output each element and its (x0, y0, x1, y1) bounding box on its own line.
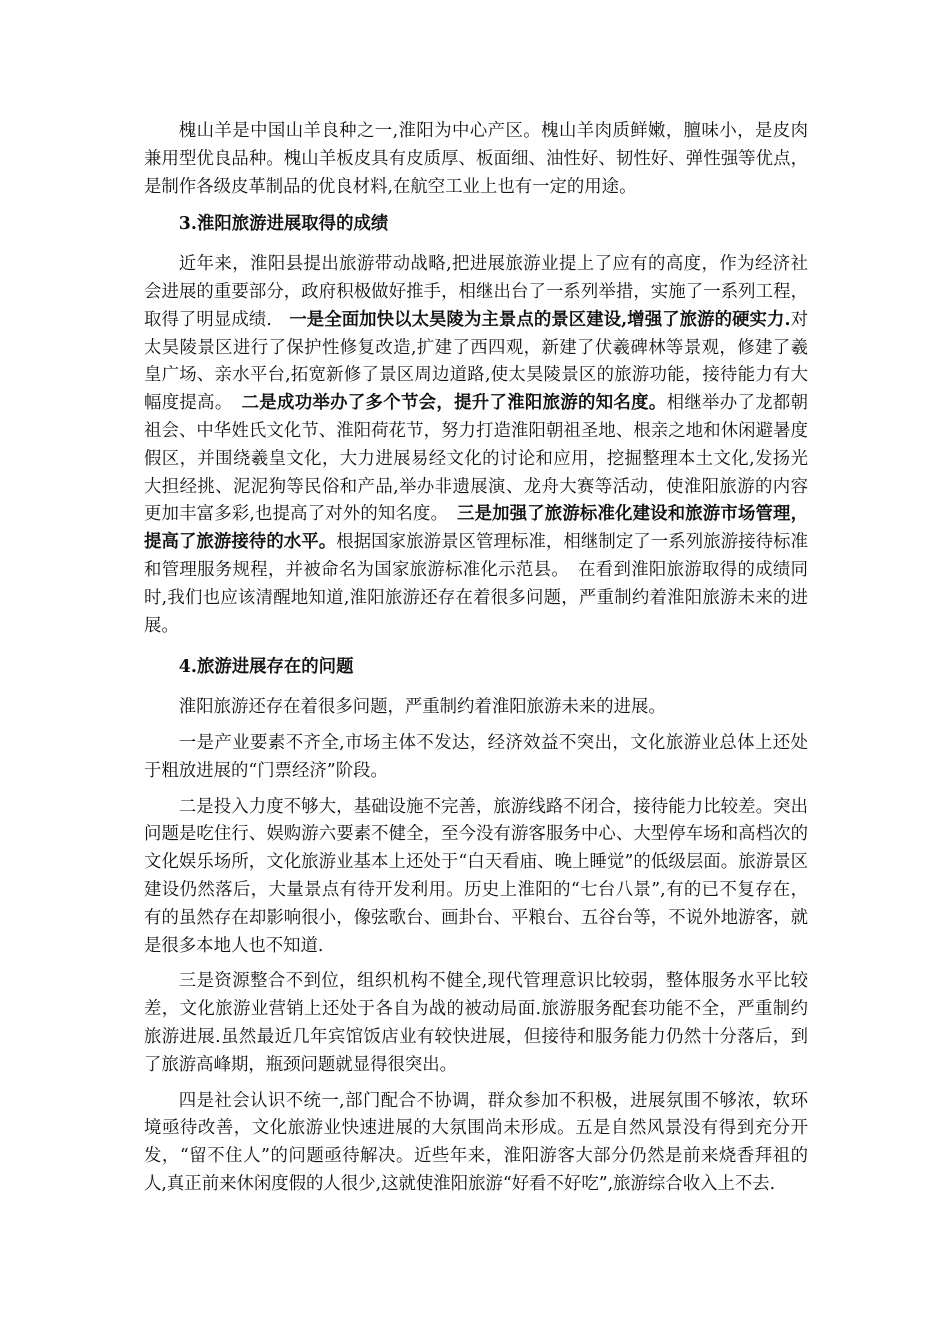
paragraph-huaishan-goat: 槐山羊是中国山羊良种之一,淮阳为中心产区。槐山羊肉质鲜嫩，膻味小，是皮肉兼用型优良品种。槐山羊板皮具有皮质厚、板面细、油性好、韧性好、弹性强等优点，是制作各级皮革制品的优良材料,在航空工业上也有一定的用途。 (144, 121, 808, 197)
bold-point-one: 一是全面加快以太昊陵为主景点的景区建设,增强了旅游的硬实力. (289, 309, 791, 330)
text-run: 相继举办了龙都朝祖会、中华姓氏文化节、淮阳荷花节，努力打造淮阳朝祖圣地、根亲之地和休闲避暑度假区，并围绕羲皇文化，大力进展易经文化的讨论和应用，挖掘整理本土文化,发扬光大担经挑、泥泥狗等民俗和产品,举办非遗展演、龙舟大赛等活动，使淮阳旅游的内容更加丰富多彩,也提高了对外的知名度。 (144, 393, 808, 525)
bold-point-two: 二是成功举办了多个节会，提升了淮阳旅游的知名度。 (241, 393, 667, 414)
paragraph-problem-one: 一是产业要素不齐全,市场主体不发达，经济效益不突出，文化旅游业总体上还处于粗放进展的“门票经济”阶段。 (144, 732, 808, 781)
paragraph-problems-intro: 淮阳旅游还存在着很多问题，严重制约着淮阳旅游未来的进展。 (178, 697, 666, 718)
section-heading-problems: 4.旅游进展存在的问题 (178, 657, 354, 678)
paragraph-problem-two: 二是投入力度不够大，基础设施不完善，旅游线路不闭合，接待能力比较差。突出问题是吃住行、娱购游六要素不健全，至今没有游客服务中心、大型停车场和高档次的文化娱乐场所，文化旅游业基本上还处于“白天看庙、晚上睡觉”的低级层面。旅游景区建设仍然落后，大量景点有待开发利用。历史上淮阳的“七台八景”,有的已不复存在，有的虽然存在却影响很小，像弦歌台、画卦台、平粮台、五谷台等，不说外地游客，就是很多本地人也不知道. (144, 796, 808, 956)
bold-point-three: 三是加强了旅游标准化建设和旅游市场管理，提高了旅游接待的水平。 (144, 504, 808, 553)
text-run: 对太昊陵景区进行了保护性修复改造,扩建了西四观，新建了伏羲碑林等景观，修建了羲皇广场、亲水平台,拓宽新修了景区周边道路,使太昊陵景区的旅游功能，接待能力有大幅度提高。 (144, 309, 808, 414)
paragraph-achievements (144, 251, 808, 640)
text-run: 根据国家旅游景区管理标准，相继制定了一系列旅游接待标准和管理服务规程，并被命名为国家旅游标准化示范县。 在看到淮阳旅游取得的成绩同时,我们也应该清醒地知道,淮阳旅游还存在着很多问题，严重制约着淮阳旅游未来的进展。 (144, 532, 808, 636)
paragraph-problem-four-five: 四是社会认识不统一,部门配合不协调，群众参加不积极，进展氛围不够浓，软环境亟待改善，文化旅游业快速进展的大氛围尚未形成。五是自然风景没有得到充分开发，“留不住人”的问题亟待解决。近些年来，淮阳游客大部分仍然是前来烧香拜祖的人,真正前来休闲度假的人很少,这就使淮阳旅游“好看不好吃”,旅游综合收入上不去. (144, 1090, 808, 1194)
section-heading-achievements: 3.淮阳旅游进展取得的成绩 (178, 214, 389, 235)
document-page (144, 118, 808, 1207)
paragraph-problem-three: 三是资源整合不到位，组织机构不健全,现代管理意识比较弱，整体服务水平比较差，文化旅游业营销上还处于各自为战的被动局面.旅游服务配套功能不全，严重制约旅游进展.虽然最近几年宾馆饭店业有较快进展，但接待和服务能力仍然十分落后，到了旅游高峰期，瓶颈问题就显得很突出。 (144, 971, 808, 1075)
text-run: 近年来，淮阳县提出旅游带动战略,把进展旅游业提上了应有的高度，作为经济社会进展的重要部分，政府积极做好推手，相继出台了一系列举措，实施了一系列工程，取得了明显成绩. (144, 254, 808, 330)
